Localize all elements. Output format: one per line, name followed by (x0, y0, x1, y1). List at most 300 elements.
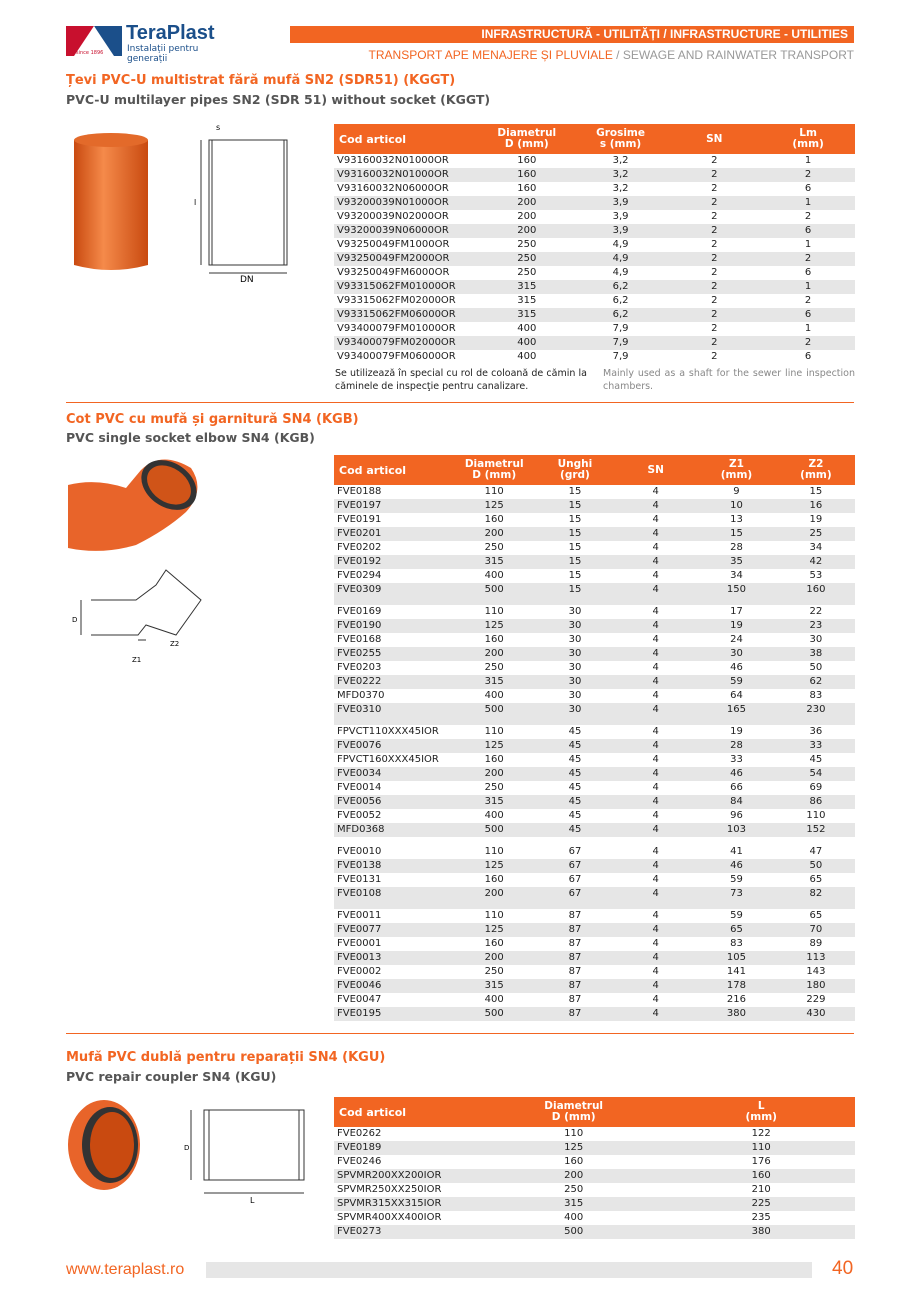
drawing-label-z2: Z2 (170, 640, 180, 648)
table-row (334, 675, 855, 689)
table-cell: 83 (730, 938, 743, 949)
table-cell: 6 (761, 308, 855, 322)
drawing-label-d: D (184, 1144, 190, 1152)
table-cell: 200 (454, 767, 535, 781)
table-cell: FVE0191 (337, 514, 382, 525)
subcategory-separator: / (612, 48, 623, 62)
table-cell: 28 (696, 739, 777, 753)
table-cell: FVE0203 (337, 662, 382, 673)
table-cell: 380 (667, 1225, 855, 1239)
table-cell: 160 (480, 168, 574, 182)
table-row (334, 1197, 855, 1211)
table-row (334, 887, 855, 901)
table-cell: 4,9 (574, 252, 668, 266)
table-cell: 2 (667, 280, 761, 294)
table-cell: 66 (730, 782, 743, 793)
table-cell: 15 (535, 555, 616, 569)
table-row (334, 1169, 855, 1183)
table-cell: 315 (480, 308, 574, 322)
table-row (334, 238, 855, 252)
table-row (334, 937, 855, 951)
table-cell: 4 (652, 846, 659, 857)
table-cell: FVE0255 (334, 647, 454, 661)
table-row (334, 308, 855, 322)
table-cell: 200 (480, 224, 574, 238)
section1-title-en: PVC-U multilayer pipes SN2 (SDR 51) without socket (KGGT) (66, 92, 491, 107)
table-cell: 15 (568, 486, 582, 497)
table-cell: 143 (806, 966, 826, 977)
table-cell: 400 (484, 690, 504, 701)
table-cell: 45 (535, 795, 616, 809)
table-cell: 4 (615, 979, 696, 993)
table-cell: 53 (809, 570, 823, 581)
table-cell: 33 (777, 739, 855, 753)
column-header: Lm (mm) (761, 124, 855, 154)
table-cell: 96 (730, 810, 743, 821)
table-cell: FVE0189 (334, 1141, 480, 1155)
table-row (334, 224, 855, 238)
table-cell: MFD0368 (334, 823, 454, 837)
table-header (334, 455, 855, 485)
table-cell: 65 (809, 874, 823, 885)
column-header: SN (615, 455, 696, 485)
table-cell: FVE0001 (337, 938, 382, 949)
table-cell: 2 (804, 295, 812, 306)
table-cell: 4 (652, 938, 659, 949)
table-cell: 17 (730, 606, 743, 617)
table-row (334, 527, 855, 541)
table-cell: 200 (454, 951, 535, 965)
table-cell: 160 (484, 634, 504, 645)
table-cell: 125 (454, 923, 535, 937)
column-header: Cod articol (334, 1097, 480, 1127)
table-cell: 380 (696, 1007, 777, 1021)
table-cell: 2 (711, 183, 718, 194)
table-cell: 400 (484, 994, 504, 1005)
table-cell: 4 (615, 527, 696, 541)
section2-title-en: PVC single socket elbow SN4 (KGB) (66, 430, 315, 445)
category-banner: INFRASTRUCTURĂ - UTILITĂȚI / INFRASTRUCTURE - UTILITIES (290, 26, 854, 43)
drawing-label-l: l (194, 198, 197, 207)
table-cell: 315 (480, 1197, 668, 1211)
table-cell: V93400079FM01000OR (337, 323, 456, 334)
table-cell: 176 (751, 1156, 771, 1167)
table-cell: 15 (535, 583, 616, 597)
table-cell: FVE0201 (334, 527, 454, 541)
section3-title-ro: Mufă PVC dublă pentru reparații SN4 (KGU) (66, 1050, 386, 1065)
table-row (334, 767, 855, 781)
table-row (334, 739, 855, 753)
table-row (334, 725, 855, 739)
table-cell: 87 (535, 1007, 616, 1021)
table-cell: V93315062FM01000OR (334, 280, 480, 294)
table-cell: 160 (484, 514, 504, 525)
table-cell: FVE0077 (334, 923, 454, 937)
table-cell: FVE0131 (337, 874, 382, 885)
table-cell: 2 (761, 168, 855, 182)
table-cell: 10 (696, 499, 777, 513)
table-row (334, 252, 855, 266)
table-cell: 87 (535, 979, 616, 993)
table-cell: 2 (804, 211, 812, 222)
table-cell: 65 (809, 910, 823, 921)
table-cell: 1 (804, 323, 812, 334)
table-cell: 4 (652, 514, 659, 525)
brand-tagline: Instalații pentru generații (127, 44, 199, 64)
table-cell: FVE0309 (334, 583, 454, 597)
table-row (334, 322, 855, 336)
table-cell: 4 (615, 951, 696, 965)
table-cell: 110 (484, 726, 504, 737)
table-cell: 33 (730, 754, 743, 765)
table-row (334, 795, 855, 809)
group-separator (334, 837, 855, 845)
section2-title-ro: Cot PVC cu mufă și garnitură SN4 (KGB) (66, 412, 359, 427)
table-cell: 45 (809, 754, 823, 765)
table-row (334, 909, 855, 923)
column-header: Diametrul D (mm) (480, 1097, 668, 1127)
table-row (334, 979, 855, 993)
table-cell: 250 (517, 267, 537, 278)
table-cell: 4 (652, 782, 659, 793)
table-cell: FVE0169 (337, 606, 382, 617)
table-cell: 67 (568, 874, 582, 885)
table-cell: FVE0246 (337, 1156, 382, 1167)
table-row (334, 336, 855, 350)
subcategory-en: SEWAGE AND RAINWATER TRANSPORT (622, 48, 854, 62)
table-cell: 110 (484, 846, 504, 857)
table-cell: 400 (517, 351, 537, 362)
table-cell: 9 (733, 486, 740, 497)
table-cell: 229 (806, 994, 826, 1005)
table-cell: 250 (484, 542, 504, 553)
table-cell: 178 (696, 979, 777, 993)
table-cell: 110 (484, 486, 504, 497)
table-row (334, 753, 855, 767)
table-cell: 235 (751, 1212, 771, 1223)
table-cell: 82 (777, 887, 855, 901)
table-cell: FVE0190 (334, 619, 454, 633)
table-cell: 4 (652, 662, 659, 673)
table-cell: 45 (535, 767, 616, 781)
table-row (334, 845, 855, 859)
table-cell: 83 (809, 690, 823, 701)
table-cell: FPVCT160XXX45IOR (337, 754, 439, 765)
table-row (334, 555, 855, 569)
table-cell: 122 (751, 1128, 771, 1139)
table-cell: 7,9 (574, 336, 668, 350)
table-row (334, 873, 855, 887)
table-cell: 2 (667, 308, 761, 322)
table-cell: 315 (454, 675, 535, 689)
table-cell: 4 (615, 923, 696, 937)
table-cell: 30 (535, 703, 616, 717)
table-cell: 250 (564, 1184, 584, 1195)
table-row (334, 499, 855, 513)
group-separator (334, 717, 855, 725)
table-cell: 30 (568, 690, 582, 701)
table-cell: 125 (480, 1141, 668, 1155)
table-cell: 59 (730, 910, 743, 921)
table-row (334, 1155, 855, 1169)
table-cell: 315 (454, 979, 535, 993)
table-cell: FVE0222 (334, 675, 454, 689)
table-cell: 45 (568, 754, 582, 765)
section-divider (66, 402, 854, 403)
section-divider (66, 1033, 854, 1034)
table-cell: 35 (696, 555, 777, 569)
table-cell: 4 (652, 486, 659, 497)
brand-name: TeraPlast (126, 22, 215, 44)
table-cell: V93160032N06000OR (337, 183, 449, 194)
table-row (334, 1141, 855, 1155)
table-cell: 84 (696, 795, 777, 809)
table-cell: FVE0034 (334, 767, 454, 781)
table-cell: 30 (568, 634, 582, 645)
table-cell: 30 (568, 662, 582, 673)
subcategory (369, 48, 854, 62)
table-cell: MFD0370 (337, 690, 385, 701)
table-row (334, 182, 855, 196)
column-header: Unghi (grd) (535, 455, 616, 485)
section1-title-ro: Țevi PVC-U multistrat fără mufă SN2 (SDR51) (KGGT) (66, 73, 456, 88)
table-cell: 400 (484, 810, 504, 821)
table-cell: 250 (484, 782, 504, 793)
footer-bar (206, 1262, 812, 1278)
table-cell: 3,9 (574, 224, 668, 238)
column-header: Diametrul D (mm) (454, 455, 535, 485)
table-cell: 15 (696, 527, 777, 541)
table-row (334, 541, 855, 555)
table-cell: 4 (615, 1007, 696, 1021)
table-cell: FVE0076 (334, 739, 454, 753)
table-cell: 30 (535, 675, 616, 689)
table-cell: 30 (535, 619, 616, 633)
table-row (334, 1183, 855, 1197)
table-cell: 4 (615, 619, 696, 633)
table-cell: 4 (615, 859, 696, 873)
page-number: 40 (832, 1258, 854, 1279)
table-cell: 3,9 (612, 211, 629, 222)
table-cell: 500 (454, 703, 535, 717)
table-row (334, 689, 855, 703)
table-cell: 46 (730, 662, 743, 673)
table-cell: FVE0014 (337, 782, 382, 793)
table-cell: 200 (454, 527, 535, 541)
table-row (334, 859, 855, 873)
table-cell: FVE0310 (334, 703, 454, 717)
table-row (334, 196, 855, 210)
table-row (334, 1211, 855, 1225)
pipe-illustration (66, 120, 306, 290)
table-cell: 430 (777, 1007, 855, 1021)
table-cell: 4 (615, 703, 696, 717)
table-cell: 2 (667, 252, 761, 266)
table-cell: FVE0047 (337, 994, 382, 1005)
drawing-label-l: L (250, 1196, 255, 1205)
table-cell: V93160032N01000OR (337, 155, 449, 166)
table-cell: V93200039N02000OR (337, 211, 449, 222)
elbow-illustration (66, 450, 226, 670)
table-cell: 400 (517, 323, 537, 334)
table-cell: FVE0011 (337, 910, 382, 921)
table-cell: 46 (696, 767, 777, 781)
table-cell: FVE0202 (337, 542, 382, 553)
table-cell: 28 (730, 542, 743, 553)
table-cell: 2 (761, 336, 855, 350)
table-cell: V93160032N01000OR (334, 168, 480, 182)
table-cell: V93400079FM02000OR (334, 336, 480, 350)
table-cell: 70 (777, 923, 855, 937)
table-cell: 16 (777, 499, 855, 513)
table-cell: 2 (667, 168, 761, 182)
table-cell: 225 (667, 1197, 855, 1211)
table-cell: 87 (568, 994, 582, 1005)
table-cell: SPVMR315XX315IOR (334, 1197, 480, 1211)
table-cell: 45 (568, 782, 582, 793)
table-cell: 73 (696, 887, 777, 901)
table-cell: FVE0002 (337, 966, 382, 977)
drawing-label-dn: DN (240, 275, 254, 285)
table-cell: 30 (568, 606, 582, 617)
table-row (334, 350, 855, 364)
kgb-elbow-table (334, 455, 855, 1021)
table-cell: 42 (777, 555, 855, 569)
table-cell: 4 (652, 542, 659, 553)
table-row (334, 619, 855, 633)
table-cell: 38 (777, 647, 855, 661)
table-cell: 230 (777, 703, 855, 717)
table-cell: 250 (517, 239, 537, 250)
table-cell: 125 (454, 619, 535, 633)
teraplast-logo[interactable] (66, 22, 236, 64)
table-cell: 65 (696, 923, 777, 937)
table-row (334, 266, 855, 280)
table-cell: 62 (777, 675, 855, 689)
coupler-illustration (66, 1095, 326, 1205)
table-cell: 24 (730, 634, 743, 645)
table-cell: 19 (730, 726, 743, 737)
table-cell: 15 (809, 486, 823, 497)
usage-note-en: Mainly used as a shaft for the sewer line inspection chambers. (603, 368, 855, 392)
table-cell: 34 (730, 570, 743, 581)
table-cell: 125 (454, 859, 535, 873)
table-cell: 25 (777, 527, 855, 541)
table-cell: 4 (615, 499, 696, 513)
table-cell: FVE0197 (334, 499, 454, 513)
table-cell: FVE0195 (334, 1007, 454, 1021)
column-header: Z1 (mm) (696, 455, 777, 485)
table-cell: 2 (711, 211, 718, 222)
table-cell: 87 (568, 938, 582, 949)
table-cell: 216 (726, 994, 746, 1005)
table-cell: 67 (568, 846, 582, 857)
table-cell: 30 (696, 647, 777, 661)
table-cell: 30 (809, 634, 823, 645)
table-row (334, 485, 855, 499)
table-cell: 87 (535, 951, 616, 965)
table-cell: 2 (711, 239, 718, 250)
table-row (334, 965, 855, 979)
table-cell: 200 (480, 196, 574, 210)
table-cell: 3,9 (574, 196, 668, 210)
table-cell: FPVCT110XXX45IOR (337, 726, 439, 737)
table-cell: 4 (615, 583, 696, 597)
table-cell: 89 (809, 938, 823, 949)
table-cell: V93200039N06000OR (334, 224, 480, 238)
table-cell: 13 (730, 514, 743, 525)
table-cell: 15 (568, 542, 582, 553)
table-row (334, 1127, 855, 1141)
table-row (334, 294, 855, 308)
table-cell: 250 (484, 966, 504, 977)
table-row (334, 993, 855, 1007)
table-cell: 69 (809, 782, 823, 793)
table-cell: 19 (696, 619, 777, 633)
table-cell: 2 (711, 351, 718, 362)
table-cell: 45 (568, 726, 582, 737)
table-cell: 4 (615, 555, 696, 569)
table-cell: 36 (809, 726, 823, 737)
table-cell: V93250049FM1000OR (337, 239, 450, 250)
table-row (334, 809, 855, 823)
table-cell: 15 (535, 499, 616, 513)
table-row (334, 1007, 855, 1021)
table-cell: 180 (777, 979, 855, 993)
brand-since: since 1896 (76, 50, 104, 56)
table-cell: 315 (454, 555, 535, 569)
table-cell: 113 (777, 951, 855, 965)
table-cell: FVE0010 (337, 846, 382, 857)
table-cell: 4 (652, 634, 659, 645)
table-cell: 103 (696, 823, 777, 837)
table-cell: 315 (480, 280, 574, 294)
table-cell: FVE0273 (334, 1225, 480, 1239)
column-header: Cod articol (334, 124, 480, 154)
table-cell: V93250049FM6000OR (337, 267, 450, 278)
column-header: Z2 (mm) (777, 455, 855, 485)
table-cell: 4 (615, 647, 696, 661)
table-row (334, 703, 855, 717)
table-cell: 54 (777, 767, 855, 781)
table-cell: 110 (484, 606, 504, 617)
table-cell: FVE0262 (337, 1128, 382, 1139)
table-cell: 87 (568, 966, 582, 977)
table-row (334, 154, 855, 168)
table-cell: 160 (667, 1169, 855, 1183)
table-cell: FVE0108 (334, 887, 454, 901)
table-cell: 160 (517, 155, 537, 166)
column-header: Diametrul D (mm) (480, 124, 574, 154)
table-cell: 4 (615, 887, 696, 901)
table-cell: 160 (517, 183, 537, 194)
table-cell: 200 (454, 887, 535, 901)
table-cell: 19 (809, 514, 823, 525)
footer-website-link[interactable]: www.teraplast.ro (66, 1261, 185, 1278)
table-cell: V93400079FM06000OR (337, 351, 456, 362)
table-cell: SPVMR200XX200IOR (334, 1169, 480, 1183)
table-cell: 47 (809, 846, 823, 857)
table-cell: 46 (696, 859, 777, 873)
table-cell: 7,9 (612, 323, 629, 334)
column-header: Grosime s (mm) (574, 124, 668, 154)
group-separator (334, 901, 855, 909)
table-cell: FVE0046 (334, 979, 454, 993)
kgu-coupler-table (334, 1097, 855, 1239)
table-cell: V93315062FM02000OR (337, 295, 456, 306)
table-cell: 400 (484, 570, 504, 581)
table-cell: 3,2 (612, 155, 629, 166)
